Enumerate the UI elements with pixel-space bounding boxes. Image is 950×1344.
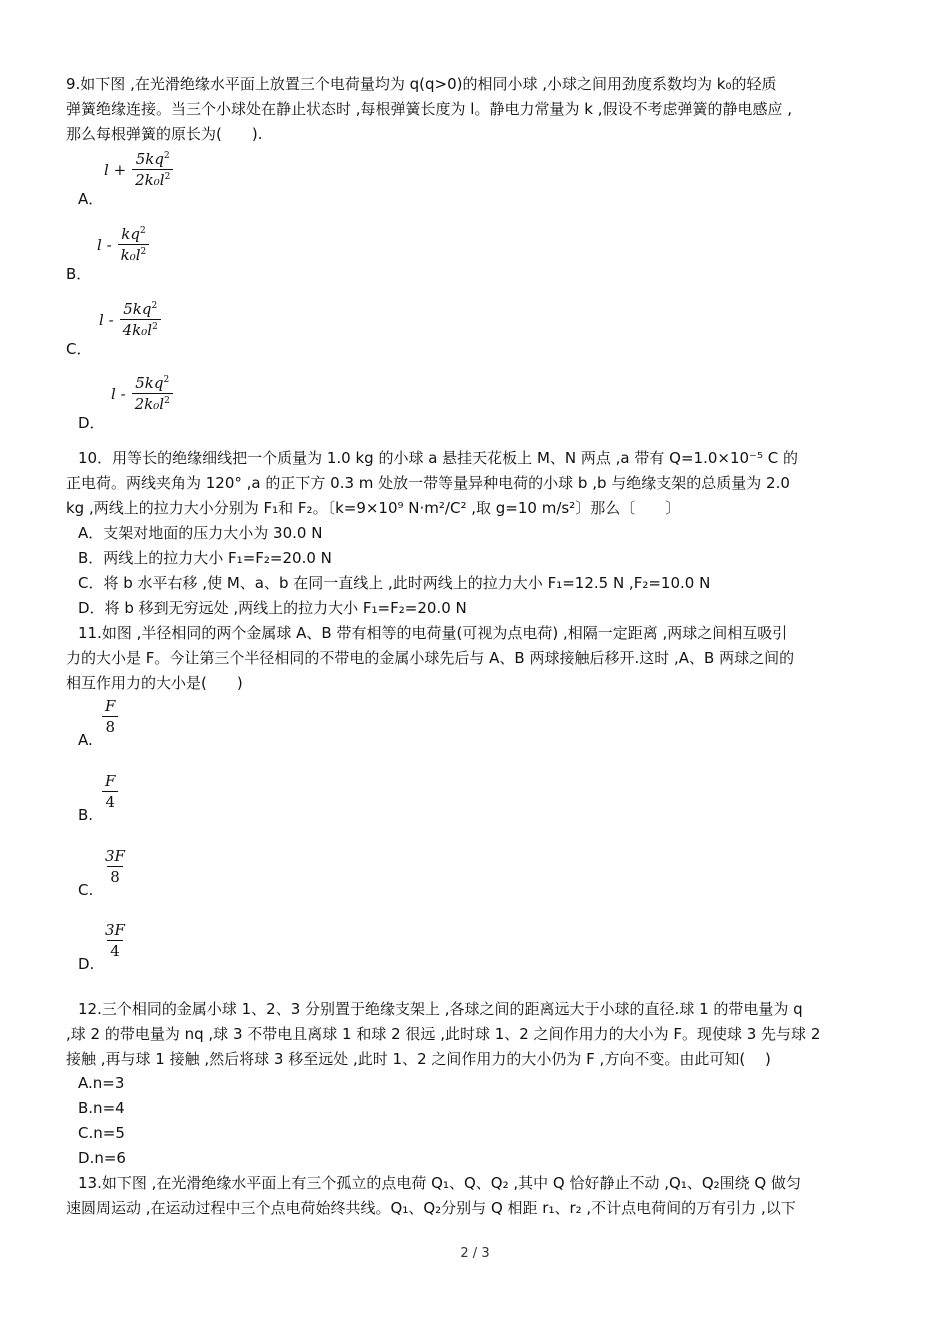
- q9-option-b-label: B．: [66, 265, 92, 283]
- q10-stem-line: kg ,两线上的拉力大小分别为 F₁和 F₂。〔k=9×10⁹ N·m²/C² ,取 g=10 m/s²〕那么〔 〕: [66, 499, 681, 517]
- q11-option-a-formula: [102, 697, 118, 736]
- q9-stem-line: 9.如下图 ,在光滑绝缘水平面上放置三个电荷量均为 q(q>0)的相同小球 ,小球之间用劲度系数均为 k₀的轻质: [66, 75, 777, 93]
- q12-stem-cont: [66, 1022, 888, 1072]
- q11-stem-cont: [66, 646, 888, 696]
- formula-lead: l -: [97, 235, 112, 254]
- q9-stem-line: 弹簧绝缘连接。当三个小球处在静止状态时 ,每根弹簧长度为 l。静电力常量为 k ,假设不考虑弹簧的静电感应 ,: [66, 100, 793, 118]
- q12-stem: [78, 997, 900, 1022]
- formula-denominator: 2k₀l: [135, 171, 165, 189]
- q11-option-a-label: A.: [78, 731, 93, 749]
- formula-numerator: F: [105, 697, 116, 715]
- q10-option-c: C．将 b 水平右移 ,使 M、a、b 在同一直线上 ,此时两线上的拉力大小 F₁=12.5 N ,F₂=10.0 N: [78, 574, 711, 592]
- formula-numerator: 5kq: [135, 150, 164, 168]
- q11-stem-line: 力的大小是 F。今让第三个半径相同的不带电的金属小球先后与 A、B 两球接触后移开.这时 ,A、B 两球之间的: [66, 649, 795, 667]
- formula-denominator: 4k₀l: [122, 321, 153, 339]
- q13-stem: [78, 1171, 900, 1196]
- formula-denominator: 4: [107, 940, 123, 960]
- q9-option-b-formula: l - $\frac{kq^2}{k_0l^2}$: [97, 225, 149, 264]
- formula-numerator: 3F: [105, 921, 125, 939]
- q11-option-d-label: D.: [78, 955, 95, 973]
- q13-stem-line: 速圆周运动 ,在运动过程中三个点电荷始终共线。Q₁、Q₂分别与 Q 相距 r₁、r₂ ,不计点电荷间的万有引力 ,以下: [66, 1199, 796, 1217]
- q12-stem-line: ,球 2 的带电量为 nq ,球 3 不带电且离球 1 和球 2 很远 ,此时球 1、2 之间作用力的大小为 F。现使球 3 先与球 2: [66, 1025, 821, 1043]
- q12-option-c: C.n=5: [78, 1124, 125, 1142]
- formula-lead: l +: [104, 160, 127, 179]
- q10-stem-line: 10．用等长的绝缘细线把一个质量为 1.0 kg 的小球 a 悬挂天花板上 M、N 两点 ,a 带有 Q=1.0×10⁻⁵ C 的: [78, 449, 798, 467]
- formula-denominator: 8: [102, 716, 118, 736]
- formula-denominator: k₀l: [120, 246, 141, 264]
- formula-numerator: kq: [121, 225, 140, 243]
- formula-lead: l -: [99, 310, 114, 329]
- q12-stem-line: 12.三个相同的金属小球 1、2、3 分别置于绝缘支架上 ,各球之间的距离远大于小球的直径.球 1 的带电量为 q: [78, 1000, 803, 1018]
- q10-stem-cont: [66, 471, 888, 521]
- q11-stem: [78, 621, 900, 646]
- q12-option-a: A.n=3: [78, 1074, 125, 1092]
- q11-option-c-label: C.: [78, 881, 94, 899]
- q11-option-d-formula: [102, 921, 128, 960]
- formula-lead: l -: [111, 384, 126, 403]
- formula-numerator: 3F: [105, 847, 125, 865]
- q11-stem-line: 相互作用力的大小是( ): [66, 674, 243, 692]
- q11-option-c-formula: [102, 847, 128, 886]
- q10-option-d: D．将 b 移到无穷远处 ,两线上的拉力大小 F₁=F₂=20.0 N: [78, 599, 467, 617]
- q9-stem-line: 那么每根弹簧的原长为( ).: [66, 125, 263, 143]
- q10-stem-line: 正电荷。两线夹角为 120° ,a 的正下方 0.3 m 处放一带等量异种电荷的小球 b ,b 与绝缘支架的总质量为 2.0: [66, 474, 790, 492]
- q12-option-b: B.n=4: [78, 1099, 125, 1117]
- q9-option-c-label: C．: [66, 340, 92, 358]
- q12-option-d: D.n=6: [78, 1149, 126, 1167]
- q13-stem-line: 13.如下图 ,在光滑绝缘水平面上有三个孤立的点电荷 Q₁、Q、Q₂ ,其中 Q 恰好静止不动 ,Q₁、Q₂围绕 Q 做匀: [78, 1174, 802, 1192]
- q9-option-a-label: A．: [78, 190, 104, 208]
- q10-stem: [78, 446, 900, 471]
- formula-numerator: 5kq: [123, 300, 152, 318]
- formula-denominator: 4: [102, 791, 118, 811]
- q12-stem-line: 接触 ,再与球 1 接触 ,然后将球 3 移至远处 ,此时 1、2 之间作用力的大小仍为 F ,方向不变。由此可知( ): [66, 1050, 771, 1068]
- formula-denominator: 2k₀l: [134, 395, 165, 413]
- q10-option-a: A．支架对地面的压力大小为 30.0 N: [78, 524, 323, 542]
- formula-denominator: 8: [107, 866, 123, 886]
- q11-option-b-formula: [102, 772, 118, 811]
- page-number: 2 / 3: [460, 1246, 490, 1261]
- formula-numerator: F: [105, 772, 116, 790]
- q11-stem-line: 11.如图 ,半径相同的两个金属球 A、B 带有相等的电荷量(可视为点电荷) ,相隔一定距离 ,两球之间相互吸引: [78, 624, 788, 642]
- q9-option-d-label: D．: [78, 414, 105, 432]
- q13-stem-cont: [66, 1196, 888, 1221]
- q11-option-b-label: B.: [78, 806, 94, 824]
- q9-option-c-formula: l - $\frac{5kq^2}{4k_0l^2}$: [99, 300, 161, 339]
- q9-stem: [66, 72, 888, 147]
- q10-option-b: B．两线上的拉力大小 F₁=F₂=20.0 N: [78, 549, 332, 567]
- q9-option-a-formula: l + $\frac{5kq^2}{2k_0l^2}$: [104, 150, 173, 189]
- q9-option-d-formula: l - $\frac{5kq^2}{2k_0l^2}$: [111, 374, 173, 413]
- formula-numerator: 5kq: [135, 374, 164, 392]
